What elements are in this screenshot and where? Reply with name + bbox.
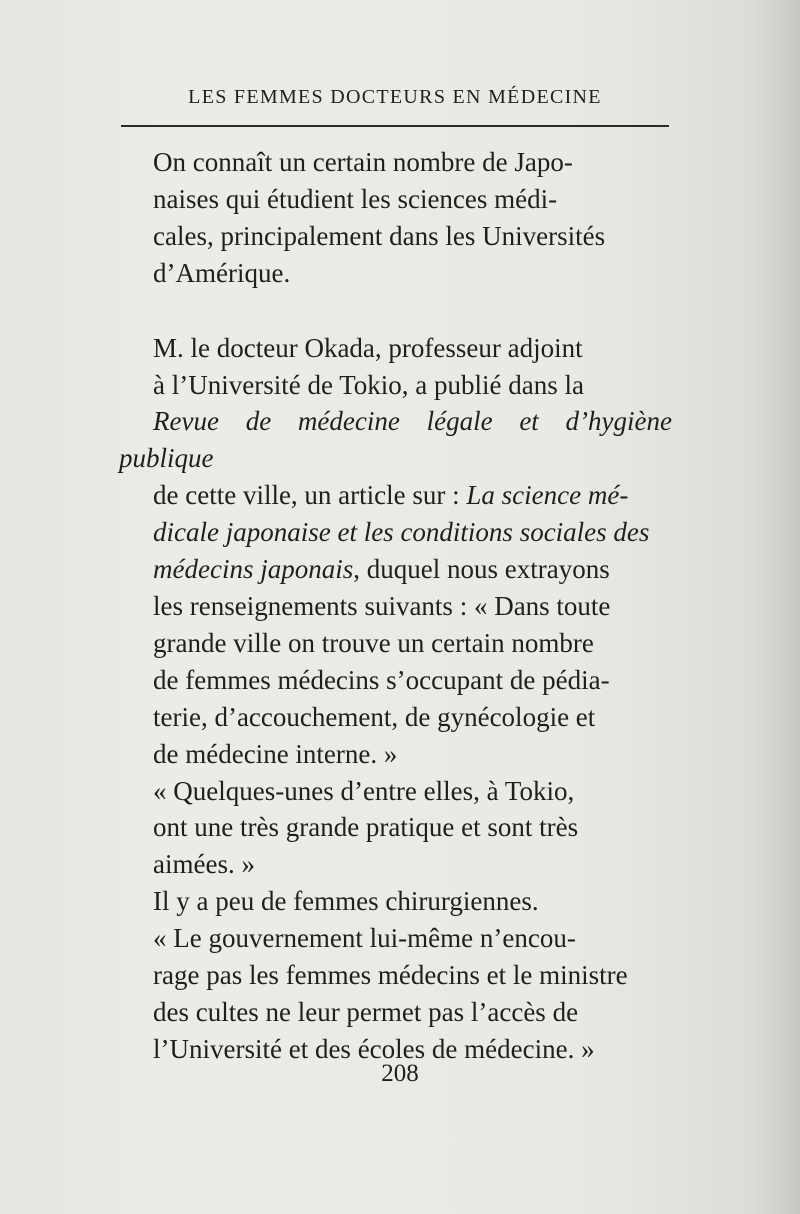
text-line: naises qui étudient les sciences médi- — [153, 183, 558, 214]
text-line: grande ville on trouve un certain nombre — [153, 627, 594, 658]
text-line: de femmes médecins s’occupant de pédia- — [153, 664, 610, 695]
journal-title: Revue de médecine légale et d’hygiène publique — [119, 406, 672, 474]
text-line: rage pas les femmes médecins et le ministre — [153, 960, 628, 991]
paragraph-5 — [119, 920, 672, 1068]
text-line: « Quelques-unes d’entre elles, à Tokio, — [153, 775, 575, 806]
text-line: « Le gouvernement lui-même n’encou- — [153, 923, 576, 954]
text-line: les renseignements suivants : « Dans toute — [153, 590, 611, 621]
text-line: d’Amérique. — [153, 257, 291, 288]
text-line: ont une très grande pratique et sont très — [153, 812, 579, 843]
text-fragment: de cette ville, un article sur : — [153, 480, 467, 511]
page-number: 208 — [381, 1060, 419, 1087]
text-line: M. le docteur Okada, professeur adjoint — [153, 332, 583, 363]
text-line: Il y a peu de femmes chirurgiennes. — [153, 886, 539, 917]
text-line: terie, d’accouchement, de gynécologie et — [153, 701, 596, 732]
paragraph-3 — [119, 773, 672, 884]
text-fragment: , duquel nous extrayons — [353, 554, 610, 585]
text-line: aimées. » — [153, 849, 255, 880]
text-line: On connaît un certain nombre de Japo- — [153, 147, 573, 177]
paragraph-4 — [119, 883, 672, 920]
text-line — [119, 551, 672, 588]
text-line: à l’Université de Tokio, a publié dans la — [153, 369, 584, 400]
article-title-start: La science mé- — [466, 480, 629, 511]
text-line — [119, 477, 672, 514]
text-line: cales, principalement dans les Universités — [153, 220, 606, 251]
text-line: des cultes ne leur permet pas l’accès de — [153, 996, 579, 1027]
page-body — [119, 144, 672, 1068]
paragraph-gap — [119, 292, 672, 330]
text-line: de médecine interne. » — [153, 738, 398, 769]
article-title-middle: dicale japonaise et les conditions sociales des — [153, 517, 650, 548]
header-rule — [121, 125, 669, 127]
paragraph-1 — [119, 144, 672, 292]
running-header: LES FEMMES DOCTEURS EN MÉDECINE — [188, 86, 602, 108]
paragraph-2 — [119, 330, 672, 773]
article-title-end: médecins japonais — [153, 554, 354, 585]
text-line: l’Université et des écoles de médecine. » — [153, 1033, 595, 1064]
